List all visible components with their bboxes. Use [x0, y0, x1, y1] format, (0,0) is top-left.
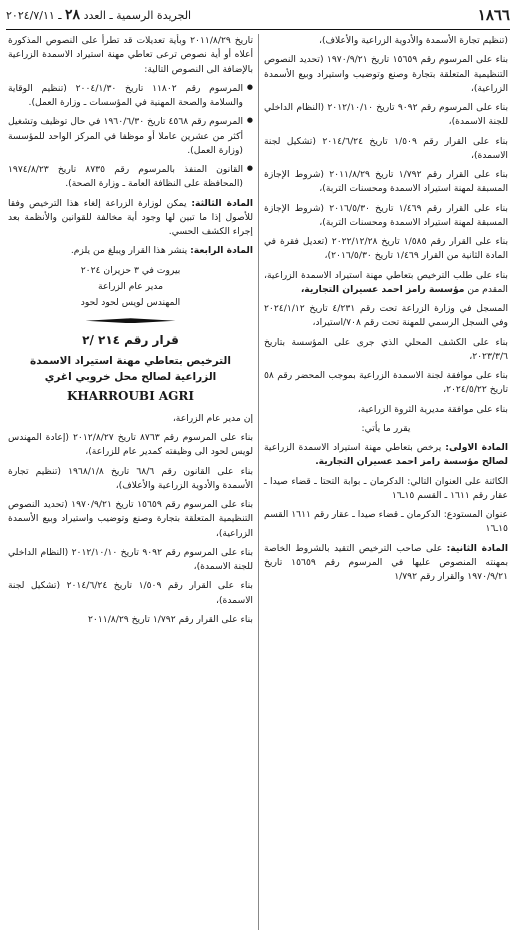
article-3-text: يمكن لوزارة الزراعة إلغاء هذا الترخيص وفقا للأصول إذا ما تبين لها وجود أية مخالفة للقوانين والأنظمة بعد إجراء الكشف الحسي.: [8, 197, 253, 237]
article-2-title: المادة الثانية:: [446, 542, 508, 554]
directorate-paragraph: بناء على موافقة مديرية الثروة الزراعية،: [357, 403, 508, 415]
committee-paragraph: بناء على موافقة لجنة الاسمدة الزراعية بموجب المحضر رقم ٥٨ تاريخ ٢٠٢٤/٥/٢٢،: [264, 370, 508, 396]
page-header: [6, 6, 510, 30]
article-4-text: ينشر هذا القرار ويبلغ من يلزم.: [70, 245, 188, 257]
warehouse-paragraph: عنوان المستودع: الدكرمان ـ قضاء صيدا ـ عقار رقم ١٦١١ القسم ١٥ـ١٦: [264, 509, 508, 535]
decides-line: يقرر ما يأتي:: [361, 422, 411, 434]
decision-title: الترخيص بتعاطي مهنة استيراد الاسمدة الزراعية لصالح محل خروبي اغري: [30, 354, 231, 384]
issue-date: ـ ٢٠٢٤/٧/١١: [6, 9, 62, 23]
paragraph: بناء على القرار رقم ١/٤٦٩ تاريخ ٢٠١٦/٥/٣٠ (شروط الإجازة المسبقة لمهنة استيراد الاسمدة ومحسنات التربة)،: [264, 202, 508, 228]
issue-number: ٢٨: [65, 7, 81, 24]
list-item: ● القانون المنفذ بالمرسوم رقم ٨٧٣٥ تاريخ ١٩٧٤/٨/٢٣ (المحافظة على النظافة العامة ـ وزارة الصحة).: [8, 163, 253, 192]
article-3: [8, 197, 253, 240]
registration-paragraph: المسجل في وزارة الزراعة تحت رقم ٤/٢٣١ تاريخ ٢٠٢٤/١/١٢ وفي السجل الرسمي للمهنة تحت رقم ٧٠٨/استيراد،: [264, 303, 508, 329]
list-item: ● المرسوم رقم ١١٨٠٢ تاريخ ٢٠٠٤/١/٣٠ (تنظيم الوقاية والسلامة والصحة المهنية في المؤسسات ـ وزارة العمل).: [8, 82, 253, 111]
article-4-title: المادة الرابعة:: [190, 245, 253, 257]
article-1: [264, 441, 508, 470]
paragraph: بناء على القرار رقم ١/٧٩٢ تاريخ ٢٠١١/٨/٢٩: [87, 613, 253, 625]
left-column: [6, 34, 258, 930]
section-divider: [8, 318, 253, 323]
paragraph: بناء على القرار رقم ١/٥٠٩ تاريخ ٢٠١٤/٦/٢٤ (تشكيل لجنة الاسمدة)،: [264, 135, 508, 161]
paragraph: بناء على القرار رقم ١/٧٩٢ تاريخ ٢٠١١/٨/٢٩ (شروط الإجازة المسبقة لمهنة استيراد الاسمدة ومحسنات التربة)،: [264, 169, 508, 195]
article-2: [264, 542, 508, 585]
paragraph: بناء على المرسوم رقم ٩٠٩٢ تاريخ ٢٠١٢/١٠/١٠ (النظام الداخلي للجنة الاسمدة)،: [8, 546, 254, 573]
article-1-text: يرخص بتعاطي مهنة استيراد الاسمدة الزراعية: [264, 442, 442, 453]
place-date: بيروت في ٣ حزيران ٢٠٢٤: [80, 264, 181, 276]
address-paragraph: الكائنة على العنوان التالي: الدكرمان ـ بوابة التحتا ـ قضاء صيدا ـ عقار رقم ١٦١١ ـ القسم ١٥ـ١٦: [264, 475, 508, 501]
intro-line: إن مدير عام الزراعة،: [172, 412, 253, 424]
paragraph: بناء على المرسوم رقم ١٥٦٥٩ تاريخ ١٩٧٠/٩/٢١ (تحديد النصوص التنظيمية المتعلقة بتجارة وصنع وتوضيب واستيراد وبيع الأسمدة الزراعية)،: [8, 499, 254, 539]
paragraph: بناء على القرار رقم ١/٥٨٥ تاريخ ٢٠٢٢/١٢/٢٨ (تعديل فقرة في المادة الثانية من القرار ١/٤٦٩ تاريخ ٢٠١٦/٥/٣٠)،: [264, 236, 508, 262]
right-column: [258, 34, 510, 930]
article-1-company: لصالح مؤسسة رامز احمد عسيران التجارية.: [315, 456, 508, 468]
signatory-title: مدير عام الزراعة: [98, 280, 163, 292]
article-1-title: المادة الاولى:: [445, 442, 508, 453]
gazette-name: الجريدة الرسمية ـ العدد: [83, 9, 192, 23]
decision-latin-name: KHARROUBI AGRI: [66, 389, 195, 404]
paragraph: بناء على المرسوم رقم ١٥٦٥٩ تاريخ ١٩٧٠/٩/٢١ (تحديد النصوص التنظيمية المتعلقة بتجارة وصنع وتوضيب واستيراد وبيع الأسمدة الزراعية)،: [264, 54, 509, 94]
article-2-text: على صاحب الترخيص التقيد بالشروط الخاصة بمهنته المنصوص عليها في المرسوم رقم ١٥٦٥٩ تاريخ ١٩٧٠/٩/٢١ والقرار رقم ١/٧٩٢: [264, 542, 508, 582]
list-item: ● المرسوم رقم ٤٥٦٨ تاريخ ١٩٦٠/٦/٣٠ في حال توظيف وتشغيل أكثر من عشرين عاملا أو موظفا في المركز الواحد للمؤسسة (وزارة العمل).: [8, 115, 253, 158]
paragraph: بناء على القانون رقم ٦٨/٦ تاريخ ١٩٦٨/١/٨ (تنظيم تجارة الأسمدة والأدوية الزراعية والأعلاف)،: [8, 465, 254, 491]
article-3-title: المادة الثالثة:: [191, 197, 253, 209]
signatory-name: المهندس لويس لحود لحود: [80, 297, 181, 308]
columns: [6, 34, 510, 930]
article-4: [8, 244, 253, 258]
request-company: مؤسسة رامز احمد عسيران التجارية،: [300, 283, 465, 295]
paragraph: بناء على المرسوم رقم ٩٠٩٢ تاريخ ٢٠١٢/١٠/١٠ (النظام الداخلي للجنة الاسمدة)،: [264, 102, 509, 128]
request-paragraph: [264, 269, 508, 298]
paragraph: بناء على القرار رقم ١/٥٠٩ تاريخ ٢٠١٤/٦/٢٤ (تشكيل لجنة الاسمدة)،: [8, 580, 253, 606]
continuation-paragraph: تاريخ ٢٠١١/٨/٢٩ وبأية تعديلات قد تطرأ على النصوص المذكورة أعلاه أو أية نصوص ترعى تعاطي مهنة استيراد الاسمدة الزراعية بالإضافة الى النصوص التالية:: [8, 35, 254, 75]
request-prefix: بناء على طلب الترخيص بتعاطي مهنة استيراد الاسمدة الزراعية، المقدم من: [264, 269, 508, 295]
gazette-title: [6, 5, 191, 27]
paragraph: بناء على المرسوم رقم ٨٧٦٣ تاريخ ٢٠١٢/٨/٢٧ (إعادة المهندس لويس لحود الى وظيفته كمدير عام للزراعة)،: [8, 432, 254, 458]
paragraph: (تنظيم تجارة الأسمدة والأدوية الزراعية والأعلاف)،: [318, 35, 508, 46]
page-number: ١٨٦٦: [477, 5, 510, 24]
inspection-paragraph: بناء على الكشف المحلي الذي جرى على المؤسسة بتاريخ ٢٠٢٣/٣/٦،: [264, 336, 508, 362]
decision-number: قرار رقم ٢١٤ /٢: [82, 333, 179, 348]
